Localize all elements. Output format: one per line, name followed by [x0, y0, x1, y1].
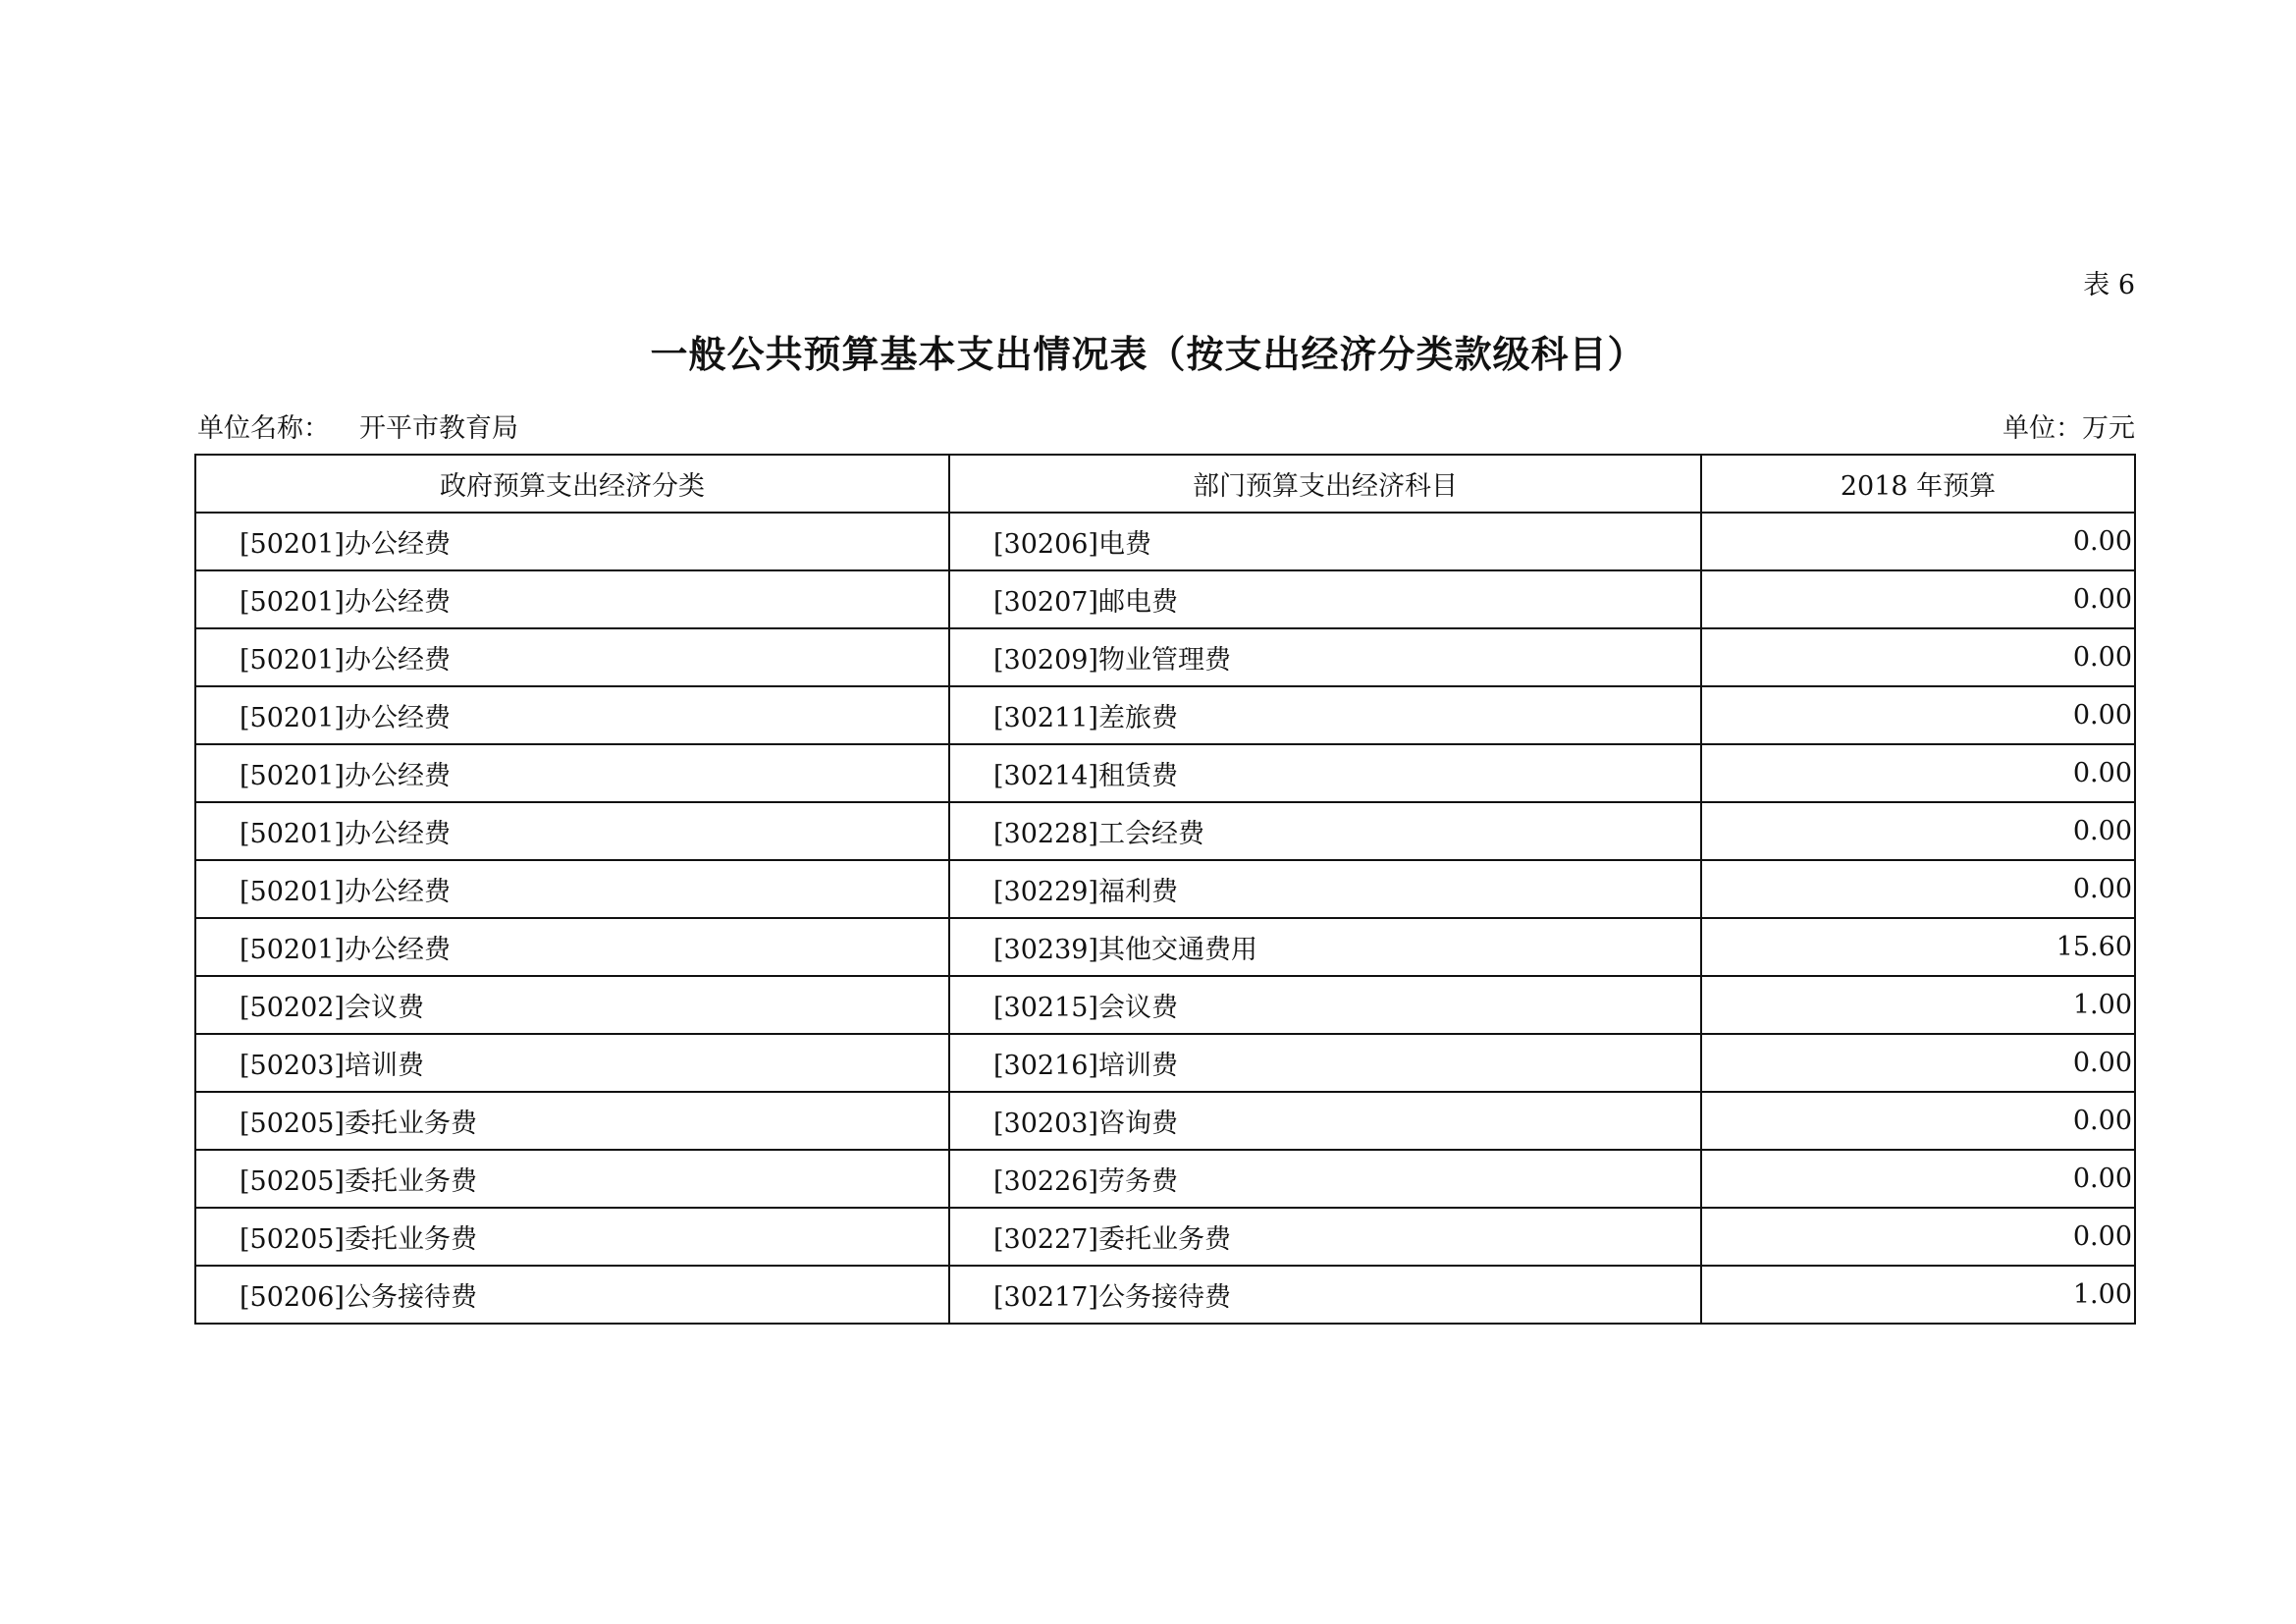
- gov-classification-cell: [50201]办公经费: [195, 513, 949, 570]
- gov-classification-cell: [50201]办公经费: [195, 570, 949, 628]
- table-row: [195, 976, 2135, 1034]
- dept-subject-cell: [30229]福利费: [949, 860, 1701, 918]
- gov-classification-cell: [50201]办公经费: [195, 918, 949, 976]
- budget-amount-cell: 0.00: [1701, 1208, 2135, 1266]
- budget-amount-cell: 1.00: [1701, 976, 2135, 1034]
- dept-subject-cell: [30227]委托业务费: [949, 1208, 1701, 1266]
- dept-subject-cell: [30209]物业管理费: [949, 628, 1701, 686]
- budget-amount-cell: 0.00: [1701, 744, 2135, 802]
- table-row: [195, 570, 2135, 628]
- table-header-row: [195, 455, 2135, 513]
- gov-classification-cell: [50203]培训费: [195, 1034, 949, 1092]
- column-header-budget-2018: 2018 年预算: [1701, 455, 2135, 513]
- budget-amount-cell: 0.00: [1701, 1034, 2135, 1092]
- unit-name-line: [197, 406, 518, 445]
- table-row: [195, 628, 2135, 686]
- gov-classification-cell: [50201]办公经费: [195, 860, 949, 918]
- budget-table: [194, 454, 2136, 1325]
- gov-classification-cell: [50201]办公经费: [195, 802, 949, 860]
- budget-amount-cell: 0.00: [1701, 860, 2135, 918]
- budget-amount-cell: 0.00: [1701, 686, 2135, 744]
- dept-subject-cell: [30203]咨询费: [949, 1092, 1701, 1150]
- table-row: [195, 1034, 2135, 1092]
- table-row: [195, 513, 2135, 570]
- dept-subject-cell: [30215]会议费: [949, 976, 1701, 1034]
- dept-subject-cell: [30216]培训费: [949, 1034, 1701, 1092]
- column-header-gov-classification: 政府预算支出经济分类: [195, 455, 949, 513]
- budget-amount-cell: 0.00: [1701, 1150, 2135, 1208]
- gov-classification-cell: [50202]会议费: [195, 976, 949, 1034]
- table-number: 表 6: [2083, 270, 2135, 300]
- unit-name: 开平市教育局: [359, 413, 518, 444]
- budget-amount-cell: 0.00: [1701, 570, 2135, 628]
- table-row: [195, 1208, 2135, 1266]
- table-row: [195, 918, 2135, 976]
- dept-subject-cell: [30239]其他交通费用: [949, 918, 1701, 976]
- dept-subject-cell: [30226]劳务费: [949, 1150, 1701, 1208]
- gov-classification-cell: [50205]委托业务费: [195, 1092, 949, 1150]
- budget-amount-cell: 0.00: [1701, 628, 2135, 686]
- budget-amount-cell: 15.60: [1701, 918, 2135, 976]
- dept-subject-cell: [30207]邮电费: [949, 570, 1701, 628]
- unit-name-label: 单位名称：: [197, 413, 330, 444]
- column-header-dept-subject: 部门预算支出经济科目: [949, 455, 1701, 513]
- budget-amount-cell: 0.00: [1701, 513, 2135, 570]
- table-row: [195, 1266, 2135, 1324]
- table-row: [195, 1150, 2135, 1208]
- dept-subject-cell: [30217]公务接待费: [949, 1266, 1701, 1324]
- gov-classification-cell: [50206]公务接待费: [195, 1266, 949, 1324]
- page-title: 一般公共预算基本支出情况表（按支出经济分类款级科目）: [650, 333, 1646, 376]
- table-row: [195, 802, 2135, 860]
- currency-unit: 单位：万元: [2002, 413, 2135, 444]
- dept-subject-cell: [30206]电费: [949, 513, 1701, 570]
- table-row: [195, 686, 2135, 744]
- table-row: [195, 744, 2135, 802]
- budget-amount-cell: 0.00: [1701, 1092, 2135, 1150]
- gov-classification-cell: [50205]委托业务费: [195, 1150, 949, 1208]
- gov-classification-cell: [50205]委托业务费: [195, 1208, 949, 1266]
- table-row: [195, 1092, 2135, 1150]
- dept-subject-cell: [30228]工会经费: [949, 802, 1701, 860]
- table-row: [195, 860, 2135, 918]
- gov-classification-cell: [50201]办公经费: [195, 628, 949, 686]
- gov-classification-cell: [50201]办公经费: [195, 744, 949, 802]
- budget-amount-cell: 1.00: [1701, 1266, 2135, 1324]
- gov-classification-cell: [50201]办公经费: [195, 686, 949, 744]
- dept-subject-cell: [30214]租赁费: [949, 744, 1701, 802]
- budget-amount-cell: 0.00: [1701, 802, 2135, 860]
- dept-subject-cell: [30211]差旅费: [949, 686, 1701, 744]
